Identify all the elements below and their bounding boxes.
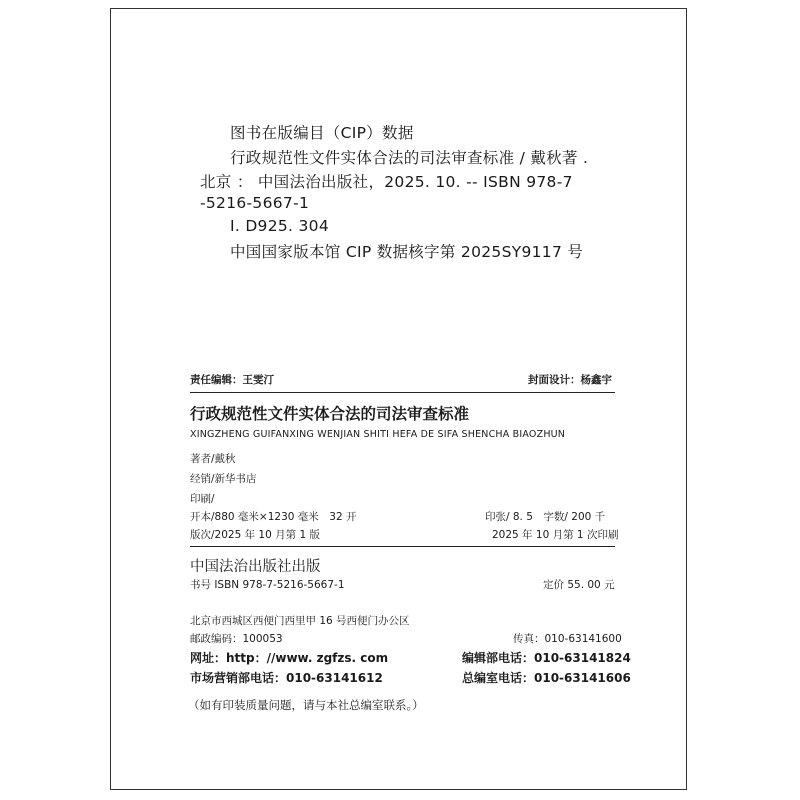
edition-line: 版次/2025 年 10 月第 1 版 bbox=[190, 529, 320, 541]
quality-note: （如有印装质量问题，请与本社总编室联系。） bbox=[188, 698, 424, 712]
office-phone: 总编室电话：010-63141606 bbox=[462, 671, 631, 685]
cip-line-1: 行政规范性文件实体合法的司法审查标准 / 戴秋著 . bbox=[230, 149, 589, 167]
cip-line-3: -5216-5667-1 bbox=[200, 194, 310, 212]
printing-line: 2025 年 10 月第 1 次印刷 bbox=[492, 529, 619, 541]
postcode-line: 邮政编码：100053 bbox=[190, 633, 283, 645]
divider bbox=[190, 392, 615, 393]
cip-line-5: 中国国家版本馆 CIP 数据核字第 2025SY9117 号 bbox=[230, 243, 584, 261]
cip-line-2: 北京 ： 中国法治出版社，2025. 10. -- ISBN 978-7 bbox=[200, 173, 573, 191]
fax-line: 传真：010-63141600 bbox=[513, 633, 622, 645]
isbn-line: 书号 ISBN 978-7-5216-5667-1 bbox=[190, 579, 345, 591]
printer-line: 印刷/ bbox=[190, 493, 215, 505]
book-title: 行政规范性文件实体合法的司法审查标准 bbox=[190, 405, 470, 423]
book-title-pinyin: XINGZHENG GUIFANXING WENJIAN SHITI HEFA DE SIFA SHENCHA BIAOZHUN bbox=[190, 429, 566, 440]
publisher-name: 中国法治出版社出版 bbox=[190, 559, 321, 575]
divider bbox=[190, 546, 615, 547]
distributor-line: 经销/新华书店 bbox=[190, 473, 257, 485]
cover-credit: 封面设计：杨鑫宇 bbox=[528, 374, 612, 386]
cip-heading: 图书在版编目（CIP）数据 bbox=[230, 124, 414, 142]
price-line: 定价 55. 00 元 bbox=[543, 579, 615, 591]
sheets-words-line: 印张/ 8. 5 字数/ 200 千 bbox=[485, 511, 606, 523]
website-line: 网址：http：//www. zgfzs. com bbox=[190, 651, 389, 665]
cip-line-4: Ⅰ. D925. 304 bbox=[230, 217, 329, 235]
marketing-phone: 市场营销部电话：010-63141612 bbox=[190, 671, 383, 685]
format-line: 开本/880 毫米×1230 毫米 32 开 bbox=[190, 511, 357, 523]
address-line: 北京市西城区西便门西里甲 16 号西便门办公区 bbox=[190, 615, 410, 627]
editor-credit: 责任编辑：王雯汀 bbox=[190, 374, 274, 386]
editorial-phone: 编辑部电话：010-63141824 bbox=[462, 651, 631, 665]
author-line: 著者/戴秋 bbox=[190, 453, 236, 465]
